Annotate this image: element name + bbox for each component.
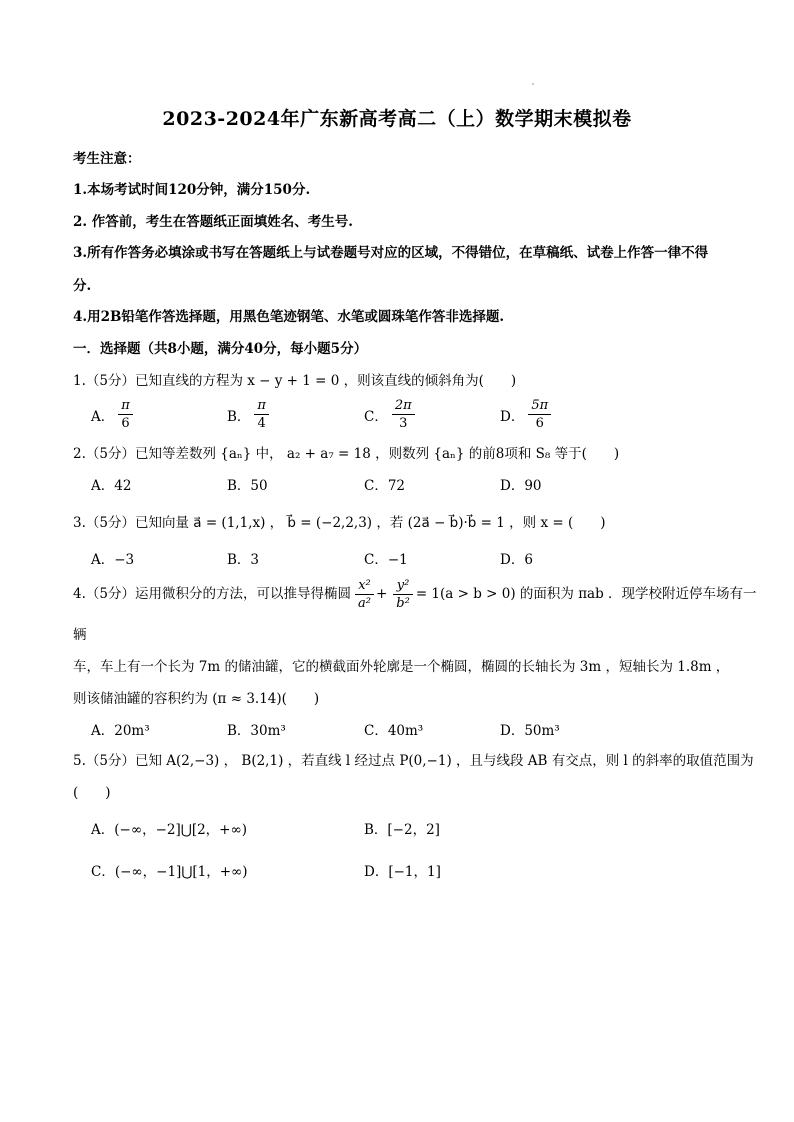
question-5-option-c: C．(−∞，−1]⋃[1，+∞): [91, 864, 248, 880]
option-label: A．: [91, 408, 115, 425]
question-5-option-b: B．[−2，2]: [364, 822, 440, 838]
fraction-denominator: 6: [535, 416, 544, 431]
question-5-option-a: A．(−∞，−2]⋃[2，+∞): [91, 822, 247, 838]
page-title: 2023-2024年广东新高考高二（上）数学期末模拟卷: [162, 108, 632, 130]
notice-item-2: 2. 作答前，考生在答题纸正面填姓名、考生号.: [73, 214, 353, 230]
option-label: C．: [364, 408, 388, 425]
question-1-option-b: [227, 397, 269, 432]
question-5-option-d: D．[−1，1]: [364, 864, 441, 880]
fraction-denominator: 3: [399, 416, 408, 431]
notice-item-3-cont: 分.: [73, 278, 92, 294]
question-4-stem: [73, 577, 757, 612]
question-1-option-a: [91, 397, 133, 432]
ellipse-fraction-x: [355, 577, 374, 612]
question-3-option-d: D．6: [500, 552, 533, 568]
question-4-text-before: 4.（5分）运用微积分的方法，可以推导得椭圆: [73, 586, 351, 602]
notice-item-4: 4.用2B铅笔作答选择题，用黑色笔迹钢笔、水笔或圆珠笔作答非选择题.: [73, 309, 505, 325]
question-1-option-d: [500, 397, 551, 432]
fraction-denominator: 4: [257, 416, 266, 431]
plus-sign: +: [375, 586, 388, 602]
option-label: D．: [500, 408, 525, 425]
ellipse-fraction-y: [393, 577, 413, 612]
option-fraction: [118, 397, 133, 432]
question-5-stem: 5.（5分）已知 A(2,−3) ， B(2,1) ，若直线 l 经过点 P(0,−1) ，且与线段 AB 有交点，则 l 的斜率的取值范围为: [73, 753, 754, 769]
question-3-option-c: C．−1: [364, 552, 408, 568]
fraction-denominator: a²: [357, 596, 371, 611]
question-2-option-b: B．50: [227, 478, 268, 494]
question-4-option-b: B．30m³: [227, 723, 286, 739]
question-4-stem-line-3: 车，车上有一个长为 7m 的储油罐，它的横截面外轮廓是一个椭圆，椭圆的长轴长为 3m ，短轴长为 1.8m ，: [73, 659, 730, 675]
question-2-stem: 2.（5分）已知等差数列 {aₙ} 中， a₂ + a₇ = 18 ，则数列 {aₙ} 的前8项和 S₈ 等于( ): [73, 446, 620, 462]
notice-item-1: 1.本场考试时间120分钟，满分150分.: [73, 182, 311, 198]
fraction-numerator: 2π: [392, 397, 415, 415]
question-2-option-d: D．90: [500, 478, 542, 494]
fraction-numerator: x²: [355, 577, 374, 595]
question-4-stem-line-2: 辆: [73, 627, 87, 643]
question-4-option-d: D．50m³: [500, 723, 560, 739]
notice-heading: 考生注意：: [73, 151, 141, 167]
fraction-numerator: 5π: [528, 397, 551, 415]
question-1-option-c: [364, 397, 415, 432]
scan-speck: [532, 83, 534, 85]
question-1-stem: 1.（5分）已知直线的方程为 x − y + 1 = 0 ，则该直线的倾斜角为( ): [73, 373, 517, 389]
fraction-denominator: b²: [396, 596, 410, 611]
question-2-option-a: A．42: [91, 478, 132, 494]
question-3-option-a: A．−3: [91, 552, 135, 568]
option-fraction: [528, 397, 551, 432]
option-label: B．: [227, 408, 251, 425]
fraction-numerator: π: [118, 397, 133, 415]
fraction-numerator: π: [254, 397, 269, 415]
question-4-text-after: = 1(a > b > 0) 的面积为 πab ．现学校附近停车场有一: [415, 586, 757, 602]
question-4-option-c: C．40m³: [364, 723, 424, 739]
question-3-stem: 3.（5分）已知向量 a⃗ = (1,1,x) ， b⃗ = (−2,2,3) ，若 (2a⃗ − b⃗)·b⃗ = 1 ，则 x = ( ): [73, 515, 606, 531]
fraction-numerator: y²: [393, 577, 413, 595]
section-heading: 一．选择题（共8小题，满分40分，每小题5分）: [73, 341, 368, 357]
question-5-stem-line-2: ( ): [73, 785, 111, 801]
question-4-option-a: A．20m³: [91, 723, 150, 739]
fraction-denominator: 6: [121, 416, 130, 431]
option-fraction: [254, 397, 269, 432]
question-3-option-b: B．3: [227, 552, 260, 568]
notice-item-3: 3.所有作答务必填涂或书写在答题纸上与试卷题号对应的区域，不得错位，在草稿纸、试卷上作答一律不得: [73, 245, 709, 261]
question-2-option-c: C．72: [364, 478, 406, 494]
question-4-stem-line-4: 则该储油罐的容积约为 (π ≈ 3.14)( ): [73, 691, 320, 707]
option-fraction: [392, 397, 415, 432]
